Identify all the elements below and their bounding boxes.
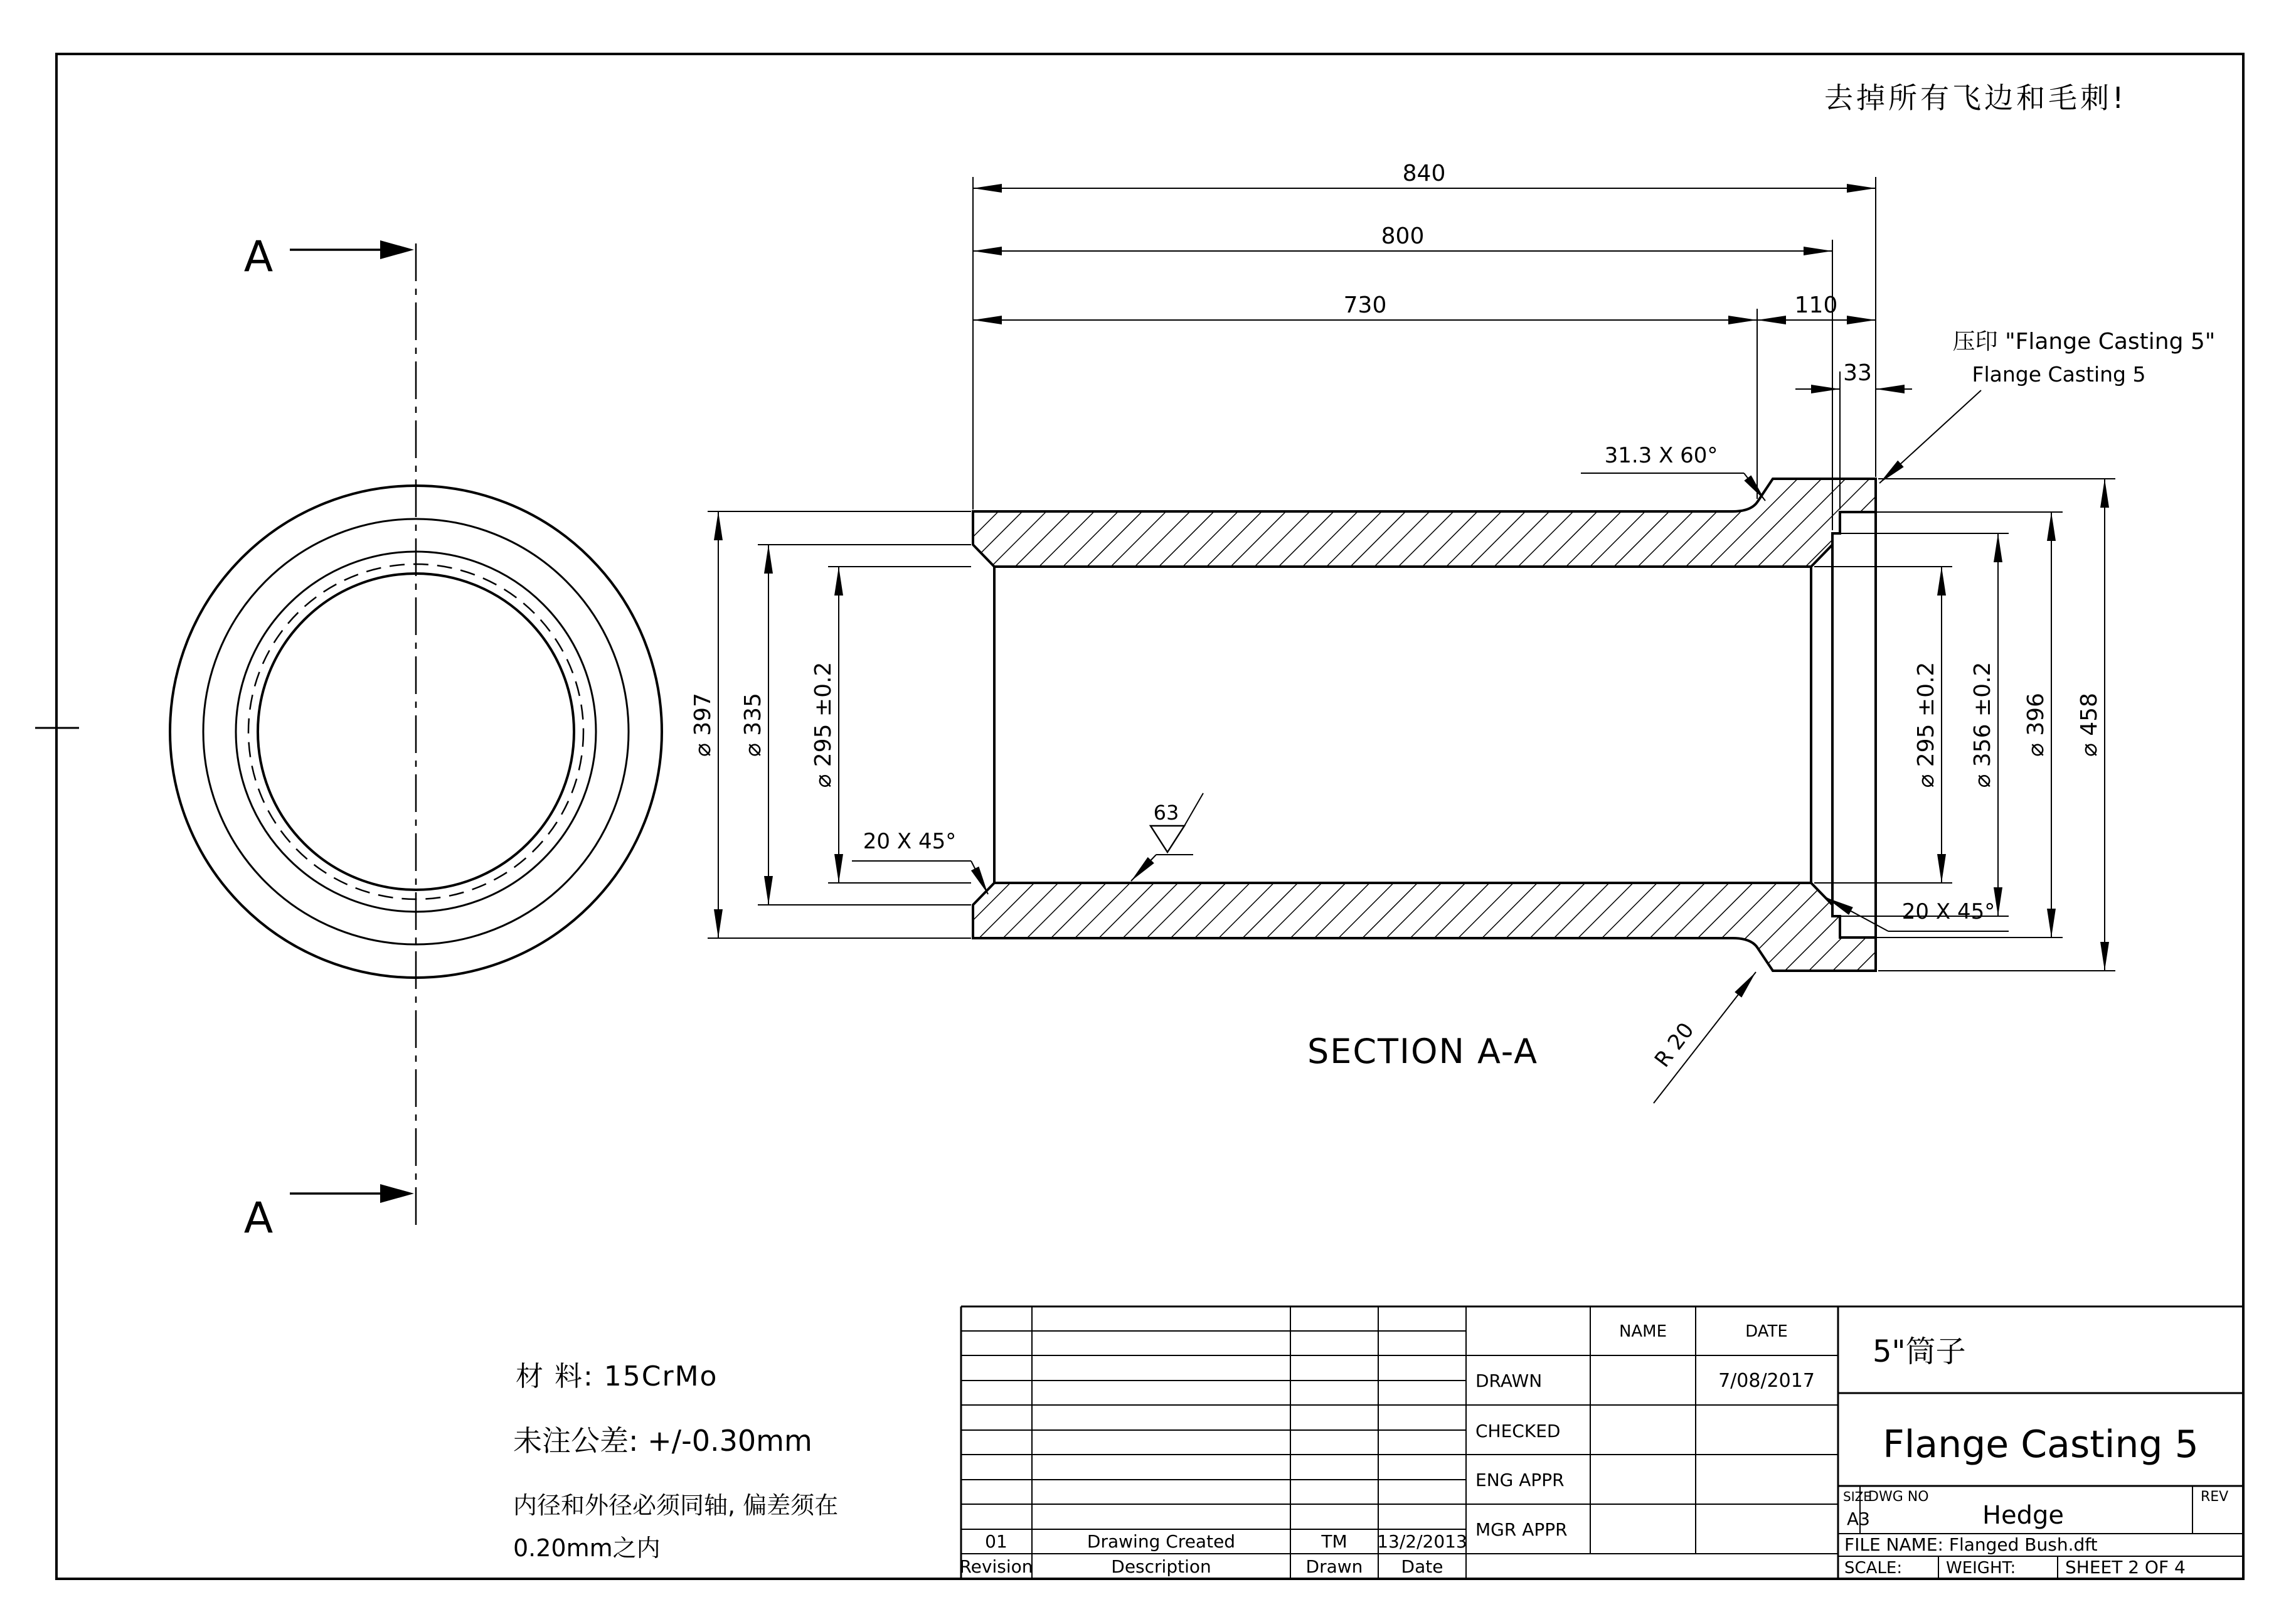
rev-row-number: 01 [985, 1531, 1007, 1552]
rev-row-desc: Drawing Created [1087, 1531, 1236, 1552]
col-name-header: NAME [1618, 1322, 1667, 1341]
size-value: A3 [1847, 1509, 1870, 1529]
row-checked-label: CHECKED [1475, 1421, 1561, 1441]
material-note: 材 料: 15CrMo [516, 1360, 718, 1392]
dim-dia-295-right-text: ⌀ 295 ±0.2 [1913, 661, 1939, 788]
chamfer-left-callout [852, 829, 988, 894]
dim-dia-397-text: ⌀ 397 [690, 693, 716, 757]
size-label: SIZE [1843, 1489, 1871, 1504]
rev-header-description: Description [1111, 1556, 1211, 1577]
dim-33-text: 33 [1843, 360, 1872, 386]
rev-header-date: Date [1401, 1556, 1443, 1577]
dim-dia-396-text: ⌀ 396 [2023, 693, 2049, 757]
title-block [959, 1306, 2243, 1579]
chamfer-60-callout [1581, 443, 1765, 501]
chamfer-left-text: 20 X 45° [863, 829, 957, 854]
dim-dia-458-text: ⌀ 458 [2076, 693, 2102, 757]
chamfer-60-text: 31.3 X 60° [1604, 443, 1718, 468]
stamp-line1: 压印 "Flange Casting 5" [1952, 329, 2216, 355]
tolerance-note: 未注公差: +/-0.30mm [513, 1424, 812, 1458]
row-engappr-label: ENG APPR [1475, 1470, 1565, 1490]
rev-label: REV [2201, 1489, 2229, 1505]
coaxial-note-line2: 0.20mm之内 [513, 1534, 661, 1562]
dim-730-110 [973, 292, 1876, 499]
dim-840 [973, 161, 1876, 510]
section-arrow-label-bottom: A [243, 1194, 274, 1243]
dim-840-text: 840 [1402, 161, 1446, 186]
rev-header-revision: Revision [959, 1556, 1033, 1577]
rev-row-drawn: TM [1321, 1531, 1347, 1552]
section-title: SECTION A-A [1307, 1032, 1539, 1071]
dim-dia-356-text: ⌀ 356 ±0.2 [1970, 661, 1996, 788]
dim-730-text: 730 [1343, 292, 1387, 318]
surface-finish-value: 63 [1153, 801, 1179, 825]
rev-header-drawn: Drawn [1305, 1556, 1363, 1577]
surface-finish-symbol [1131, 793, 1203, 881]
row-drawn-label: DRAWN [1475, 1370, 1543, 1391]
deburr-note: 去掉所有飞边和毛刺! [1824, 81, 2127, 115]
drawing-title: Flange Casting 5 [1883, 1423, 2199, 1466]
lower-wall-section [973, 883, 1876, 971]
section-arrowhead-top [380, 240, 414, 259]
rev-row-date: 13/2/2013 [1377, 1531, 1467, 1552]
dwg-no-value: Hedge [1982, 1501, 2065, 1530]
section-arrowhead-bottom [380, 1184, 414, 1203]
section-arrow-label-top: A [243, 232, 274, 282]
row-drawn-date: 7/08/2017 [1718, 1370, 1815, 1392]
row-mgrappr-label: MGR APPR [1475, 1519, 1568, 1540]
fillet-text: R 20 [1649, 1018, 1699, 1072]
coaxial-note-line1: 内径和外径必须同轴, 偏差须在 [513, 1492, 839, 1519]
dim-800-text: 800 [1381, 223, 1425, 249]
part-name-cn: 5"筒子 [1873, 1334, 1966, 1369]
dim-dia-295-left-text: ⌀ 295 ±0.2 [811, 661, 836, 788]
stamp-line2: Flange Casting 5 [1972, 362, 2146, 387]
stamp-callout [1879, 329, 2215, 483]
dim-dia-295-right [1814, 567, 1952, 883]
scale-label: SCALE: [1844, 1559, 1903, 1578]
chamfer-right-callout [1826, 897, 2009, 931]
upper-wall-section [973, 479, 1876, 567]
dim-800 [973, 223, 1832, 530]
fillet-callout [1650, 972, 1756, 1103]
section-view [973, 479, 1876, 971]
dwg-no-label: DWG NO [1868, 1489, 1929, 1505]
col-date-header: DATE [1745, 1322, 1788, 1341]
weight-label: WEIGHT: [1946, 1559, 2016, 1578]
file-name: FILE NAME: Flanged Bush.dft [1844, 1534, 2098, 1555]
finish-triangle-icon [1151, 826, 1184, 852]
dim-dia-335-text: ⌀ 335 [740, 693, 766, 757]
dim-110-text: 110 [1794, 292, 1838, 318]
sheet-number: SHEET 2 OF 4 [2065, 1557, 2186, 1578]
chamfer-right-text: 20 X 45° [1901, 899, 1996, 924]
end-view [170, 232, 662, 1243]
